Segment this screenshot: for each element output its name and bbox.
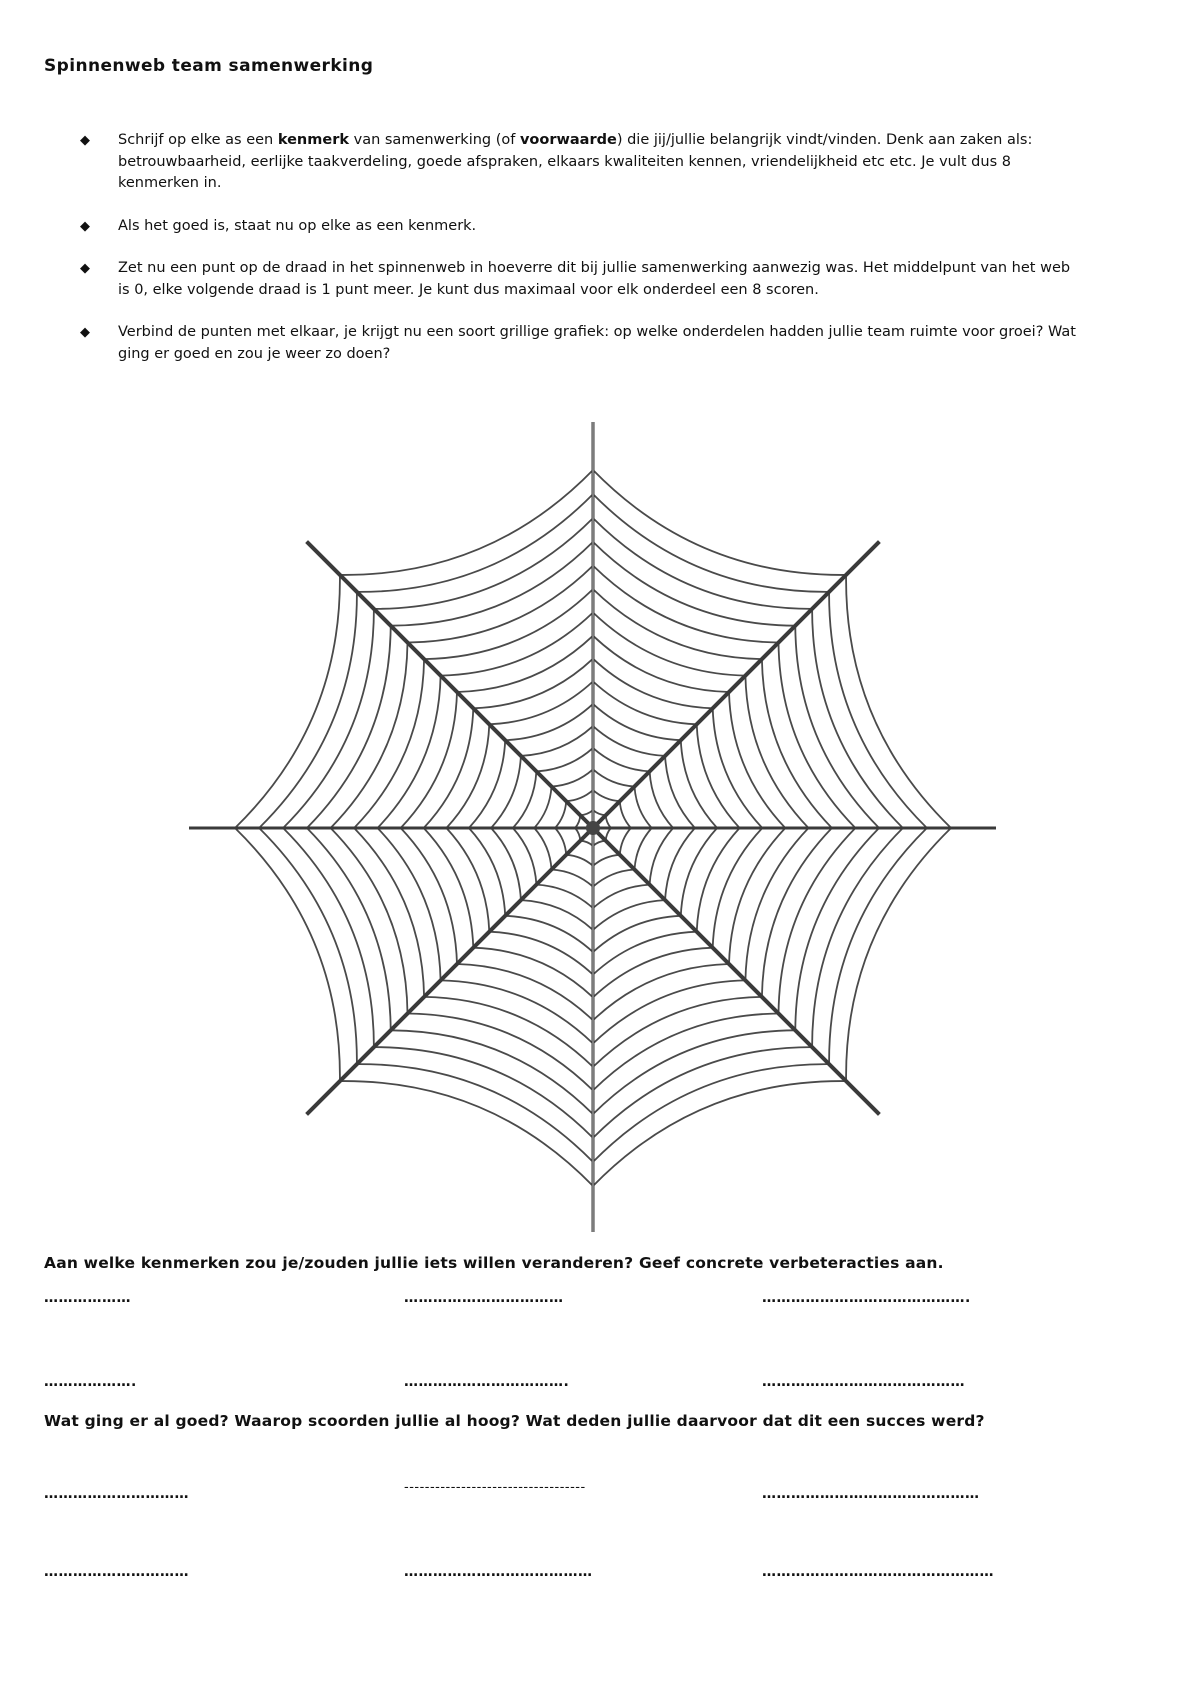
web-thread — [401, 692, 457, 828]
web-thread — [441, 613, 593, 676]
answer-line[interactable]: ……………… — [44, 1290, 131, 1306]
answer-line[interactable]: ………………………… — [44, 1486, 189, 1502]
web-thread — [534, 787, 551, 829]
web-thread — [489, 932, 593, 975]
text-run: van samenwerking (of — [349, 132, 520, 148]
question-improvements: Aan welke kenmerken zou je/zouden jullie iets willen veranderen? Geef concrete verbeteracties aan. — [44, 1254, 944, 1272]
web-thread — [259, 828, 357, 1064]
web-thread — [357, 1064, 593, 1162]
web-thread — [593, 1064, 829, 1162]
answer-line[interactable]: ………………………………… — [404, 1564, 593, 1580]
web-axis[interactable] — [307, 828, 593, 1114]
bullet-icon: ◆ — [80, 261, 90, 276]
web-thread — [593, 769, 635, 786]
web-thread — [534, 828, 551, 870]
web-thread — [713, 708, 763, 828]
web-axis[interactable] — [593, 542, 879, 828]
web-thread — [846, 828, 951, 1081]
web-thread — [593, 948, 713, 998]
web-thread — [620, 801, 631, 828]
web-thread — [469, 740, 505, 828]
web-thread — [593, 932, 697, 975]
answer-line[interactable]: ………………………… — [44, 1564, 189, 1580]
web-thread — [593, 900, 665, 930]
web-thread — [307, 828, 391, 1030]
web-thread — [424, 828, 474, 948]
answer-line[interactable]: …………………………… — [404, 1290, 564, 1306]
web-thread — [521, 900, 593, 930]
web-thread — [665, 828, 695, 900]
web-thread — [283, 609, 374, 828]
web-thread — [457, 636, 593, 692]
web-thread — [593, 964, 729, 1020]
web-axis[interactable] — [593, 828, 879, 1114]
web-thread — [521, 726, 593, 756]
web-thread — [357, 494, 593, 592]
web-thread — [593, 1047, 812, 1138]
text-run: ) die jij/jullie belangrijk vindt/vinden. Denk aan zaken als: betrouwbaarheid, eerlijke taakverdeling, goede afspraken, elkaars kwaliteiten kennen, vriendelijkheid etc etc. Je vult dus 8 kenmerken in. — [118, 132, 1033, 191]
web-thread — [593, 855, 620, 866]
web-thread — [593, 1081, 846, 1186]
web-thread — [235, 828, 340, 1081]
web-thread — [374, 1047, 593, 1138]
question-successes: Wat ging er al goed? Waarop scoorden jullie al hoog? Wat deden jullie daarvoor dat dit een succes werd? — [44, 1412, 985, 1430]
answer-line[interactable]: ----------------------------------- — [404, 1480, 586, 1495]
web-thread — [745, 828, 808, 980]
web-thread — [259, 592, 357, 828]
web-thread — [555, 801, 566, 828]
web-thread — [593, 1030, 795, 1114]
web-thread — [491, 756, 521, 828]
web-thread — [846, 575, 951, 828]
web-thread — [457, 964, 593, 1020]
web-thread — [566, 855, 593, 866]
web-thread — [829, 828, 927, 1064]
web-thread — [593, 870, 635, 887]
web-thread — [795, 828, 879, 1030]
page-title: Spinnenweb team samenwerking — [44, 56, 374, 76]
answer-line[interactable]: ……………………………………. — [762, 1290, 971, 1306]
answer-line[interactable]: ……………………………………… — [762, 1486, 980, 1502]
web-thread — [593, 659, 713, 709]
web-thread — [593, 518, 812, 609]
web-thread — [593, 542, 795, 626]
web-thread — [635, 828, 652, 870]
web-center — [586, 821, 600, 835]
answer-line[interactable]: …………………………………… — [762, 1374, 965, 1390]
bold-term: voorwaarde — [519, 132, 617, 148]
web-thread — [378, 676, 441, 828]
web-thread — [391, 1030, 593, 1114]
web-thread — [593, 726, 665, 756]
web-thread — [795, 626, 879, 828]
text-run: Als het goed is, staat nu op elke as een kenmerk. — [118, 217, 477, 234]
web-thread — [307, 626, 391, 828]
bold-term: kenmerk — [277, 132, 349, 148]
bullet-icon: ◆ — [80, 325, 90, 340]
web-thread — [340, 1081, 593, 1186]
web-thread — [473, 659, 593, 709]
web-thread — [593, 470, 846, 575]
web-thread — [729, 828, 785, 964]
web-thread — [469, 828, 505, 916]
web-thread — [446, 828, 489, 932]
web-thread — [593, 790, 620, 801]
web-thread — [401, 828, 457, 964]
web-thread — [620, 828, 631, 855]
web-thread — [697, 724, 740, 828]
web-thread — [593, 636, 729, 692]
web-thread — [681, 828, 717, 916]
web-thread — [665, 756, 695, 828]
web-thread — [555, 828, 566, 855]
web-thread — [812, 609, 903, 828]
web-thread — [566, 790, 593, 801]
web-thread — [391, 542, 593, 626]
web-thread — [505, 916, 593, 952]
web-thread — [635, 787, 652, 829]
web-thread — [745, 676, 808, 828]
web-thread — [283, 828, 374, 1047]
bullet-icon: ◆ — [80, 218, 90, 234]
web-thread — [235, 575, 340, 828]
answer-line[interactable]: ………………. — [44, 1374, 137, 1390]
web-thread — [593, 980, 745, 1043]
web-thread — [424, 708, 474, 828]
web-thread — [593, 613, 745, 676]
web-thread — [713, 828, 763, 948]
web-thread — [593, 681, 697, 724]
web-thread — [378, 828, 441, 980]
web-thread — [340, 470, 593, 575]
web-thread — [441, 980, 593, 1043]
bullet-icon: ◆ — [80, 133, 90, 148]
web-thread — [446, 724, 489, 828]
web-thread — [505, 704, 593, 740]
web-thread — [552, 870, 594, 887]
web-thread — [473, 948, 593, 998]
web-thread — [491, 828, 521, 900]
web-thread — [593, 494, 829, 592]
web-thread — [489, 681, 593, 724]
web-thread — [681, 740, 717, 828]
answer-line[interactable]: ……………………………. — [404, 1374, 570, 1390]
web-thread — [729, 692, 785, 828]
web-axis[interactable] — [307, 542, 593, 828]
web-thread — [593, 916, 681, 952]
answer-line[interactable]: ………………………………………… — [762, 1564, 994, 1580]
text-run: Zet nu een punt op de draad in het spinnenweb in hoeverre dit bij jullie samenwerking aanwezig was. Het middelpunt van het web is 0, elke volgende draad is 1 punt meer. Je kunt dus maximaal voor elk onderdeel een 8 scoren. — [118, 260, 1071, 298]
web-thread — [593, 704, 681, 740]
text-run: Schrijf op elke as een — [118, 132, 278, 148]
web-thread — [697, 828, 740, 932]
web-thread — [812, 828, 903, 1047]
web-thread — [552, 769, 594, 786]
web-thread — [374, 518, 593, 609]
text-run: Verbind de punten met elkaar, je krijgt nu een soort grillige grafiek: op welke onderdelen hadden jullie team ruimte voor groei? Wat ging er goed en zou je weer zo doen? — [118, 324, 1076, 362]
web-thread — [829, 592, 927, 828]
